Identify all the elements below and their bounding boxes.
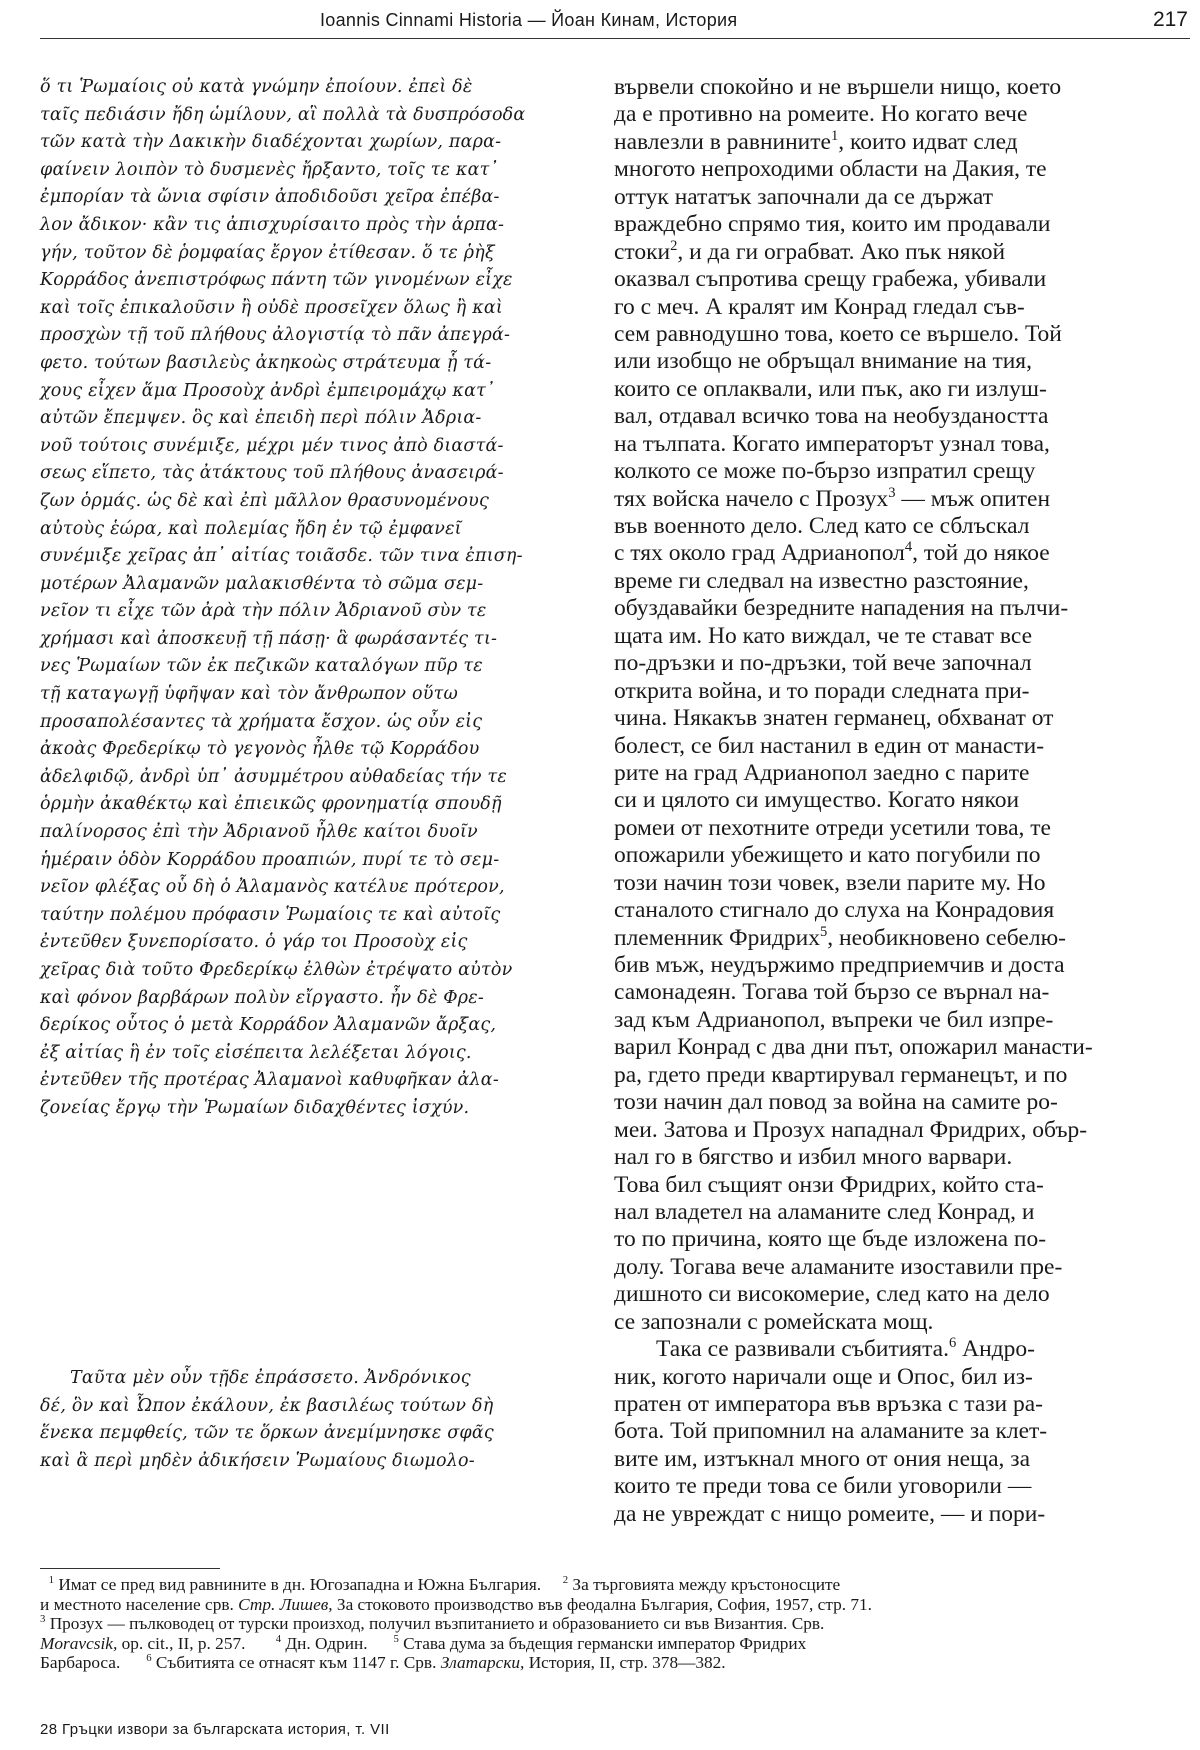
bulgarian-line-part: тях войска начело с Прозух [614, 485, 889, 512]
greek-line: φαίνειν λοιπὸν τὸ δυσμενὲς ἤρξαντο, τοῖς τε κατ᾿ [40, 159, 499, 180]
bulgarian-line: пратен от императора във връзка с тази ра- [614, 1391, 1043, 1417]
bulgarian-line-part: , които идват след [838, 128, 1018, 155]
bulgarian-line: многото непроходими области на Дакия, те [614, 156, 1047, 183]
bulgarian-line-part: навлезли в равнините [614, 128, 831, 155]
footnote-author: Стр. Лишев, [238, 1594, 333, 1614]
greek-line: φετο. τούτων βασιλεὺς ἀκηκοὼς στράτευμα ᾗ τά- [40, 352, 492, 373]
bulgarian-line: болест, се бил настанил в един от манасти- [614, 732, 1045, 759]
greek-line: νεῖον φλέξας οὗ δὴ ὁ Ἀλαμανὸς κατέλυε πρότερον, [40, 877, 505, 898]
footnote-number: 4 [275, 1633, 282, 1646]
footnote-text: Дн. Одрин. [285, 1633, 368, 1653]
bulgarian-line: долу. Тогава вече аламаните изоставили пре- [614, 1253, 1063, 1280]
footnote-text: Прозух — пълководец от турски произход, получил възпитанието и образованието си във Византия. Срв. [49, 1614, 825, 1634]
greek-line: αὐτοὺς ἑώρα, καὶ πολεμίας ἤδη ἐν τῷ ἐμφανεῖ [40, 518, 462, 539]
footnote-number: 5 [393, 1633, 399, 1646]
bulgarian-line: във военното дело. След като се сблъскал [614, 513, 1030, 539]
bulgarian-line: да не увреждат с нищо ромеите, — и пори- [614, 1500, 1046, 1527]
bulgarian-line-part: племенник Фридрих [614, 924, 820, 951]
footnote-number: 1 [48, 1574, 54, 1587]
footnote-text: За търговията между кръстоносците [572, 1575, 841, 1594]
bulgarian-line: рите на град Адрианопол заедно с парите [614, 759, 1030, 786]
running-title: Ioannis Cinnami Historia — Йоан Кинам, История [320, 10, 738, 30]
printer-signature: 28 Гръцки извори за българската история, т. VII [40, 1721, 390, 1738]
greek-line: ἐντεῦθεν ξυνεπορίσατο. ὁ γάρ τοι Προσοὺχ εἰς [40, 932, 468, 953]
bulgarian-line [614, 129, 1190, 156]
footnote-text: и местното население срв. [40, 1594, 234, 1614]
footnote-text: Имат се пред вид равнините в дн. Югозападна и Южна България. [58, 1575, 542, 1594]
footnote-author: Златарски, [440, 1653, 525, 1673]
bulgarian-line-part: с тях около град Адрианопол [614, 540, 905, 567]
bulgarian-line [614, 239, 1190, 266]
greek-line: ἀκοὰς Φρεδερίκῳ τὸ γεγονὸς ἦλθε τῷ Κορράδου [40, 739, 480, 760]
bulgarian-line: обуздавайки безредните нападения на пълчи- [614, 595, 1069, 622]
bulgarian-line-part: , необикновено себелю- [827, 924, 1066, 951]
greek-line: καὶ τοῖς ἐπικαλοῦσιν ἢ οὐδὲ προσεῖχεν ὅλως ἢ καὶ [40, 297, 503, 318]
bulgarian-line: да е противно на ромеите. Но когато вече [614, 101, 1028, 128]
footnote-marker: 2 [670, 237, 678, 254]
greek-line: ταῖς πεδιάσιν ἤδη ὡμίλουν, αἳ πολλὰ τὰ δυσπρόσοδα [40, 104, 526, 125]
bulgarian-line: време ги следвал на известно разстояние, [614, 567, 1029, 594]
footnote-number: 3 [40, 1613, 46, 1626]
bulgarian-line: или изобщо не обръщал внимание на тия, [614, 348, 1032, 375]
greek-line: δερίκος οὗτος ὁ μετὰ Κορράδον Ἀλαμανῶν ἄρξας, [40, 1015, 497, 1036]
bulgarian-line: зад към Адрианопол, въпреки че бил изпре- [614, 1006, 1054, 1033]
bulgarian-line: оттук нататък започнали да се държат [614, 183, 994, 210]
bulgarian-line: колкото се може по-бързо изпратил срещу [614, 458, 1036, 485]
greek-line: Ταῦτα μὲν οὖν τῇδε ἐπράσσετο. Ἀνδρόνικος [70, 1368, 471, 1388]
bulgarian-text-column [614, 74, 1190, 1528]
greek-line: καὶ ἃ περὶ μηδὲν ἀδικήσειν Ῥωμαίους διωμολο- [40, 1450, 475, 1471]
footnote-author: Moravcsik, [40, 1633, 118, 1653]
bulgarian-line: които те преди това се били уговорили — [614, 1473, 1032, 1500]
bulgarian-line [614, 486, 1190, 513]
footnote-line [40, 1595, 1190, 1615]
bulgarian-line-part: Така се развивали събитията. [656, 1336, 949, 1363]
page-number: 217 [1152, 8, 1188, 31]
bulgarian-line: ромеи от пехотните отреди усетили това, те [614, 814, 1051, 841]
bulgarian-line: по-дръзки и по-дръзки, той вече започнал [614, 650, 1032, 677]
bulgarian-line: опожарили убежището и като погубили по [614, 842, 1041, 869]
bulgarian-line: на тълпата. Когато императорът узнал това, [614, 430, 1050, 457]
footnote-line [40, 1614, 1190, 1634]
bulgarian-line: варил Конрад с два дни път, опожарил манасти- [614, 1034, 1093, 1061]
footnote-text: Става дума за бъдещия германски император Фридрих [403, 1633, 807, 1653]
bulgarian-line: си и цялото си имущество. Когато някои [614, 787, 1020, 814]
page-header [40, 6, 1190, 46]
greek-line: μοτέρων Ἀλαμανῶν μαλακισθέντα τὸ σῶμα σεμ- [40, 573, 484, 594]
bulgarian-line: щата им. Но като виждал, че те стават все [614, 622, 1032, 649]
bulgarian-line: нал го в бягство и избил много варвари. [614, 1144, 1013, 1171]
greek-line: ζονείας ἔργῳ τὴν Ῥωμαίων διδαχθέντες ἰσχύν. [40, 1097, 470, 1118]
footnote-marker: 1 [830, 128, 839, 145]
greek-second-paragraph [40, 1365, 580, 1475]
bulgarian-line: враждебно спрямо тия, които им продавали [614, 211, 1051, 238]
greek-line: δέ, ὃν καὶ Ὦπον ἐκάλουν, ἐκ βασιλέως τούτων δὴ [40, 1395, 494, 1416]
bulgarian-line: то по причина, която ще бъде изложена по- [614, 1226, 1047, 1253]
bulgarian-line [614, 1336, 1190, 1363]
bulgarian-line [614, 925, 1190, 952]
footnote-marker: 6 [948, 1335, 957, 1352]
greek-line: χεῖρας διὰ τοῦτο Φρεδερίκῳ ἐλθὼν ἐτρέψατο αὐτὸν [40, 960, 513, 980]
bulgarian-line: ра, гдето преди квартирувал германецът, и по [614, 1061, 1068, 1088]
bulgarian-line: се запознали с ромейската мощ. [614, 1308, 934, 1335]
footnote-rule [40, 1568, 220, 1569]
bulgarian-line: сем равнодушно това, което се вършело. Той [614, 320, 1062, 347]
footnotes [40, 1575, 1190, 1673]
greek-line: συνέμιξε χεῖρας ἀπ᾿ αἰτίας τοιᾶσδε. τῶν τινα ἐπιση- [40, 546, 523, 567]
footnote-line [40, 1653, 1190, 1673]
bulgarian-line-part: , той до някое [912, 540, 1050, 567]
bulgarian-line: Това бил същият онзи Фридрих, който ста- [614, 1171, 1044, 1198]
bulgarian-line: този начин дал повод за война на самите ро- [614, 1089, 1058, 1116]
bulgarian-line: го с меч. А кралят им Конрад гледал съв- [614, 293, 1025, 320]
bulgarian-line-part: , и да ги ограбват. Ако пък някой [677, 238, 1006, 265]
greek-line: καὶ φόνον βαρβάρων πολὺν εἴργαστο. ἦν δὲ Φρε- [40, 987, 484, 1008]
bulgarian-line: открита война, и то поради следната при- [614, 677, 1030, 704]
bulgarian-line: този начин този човек, взели парите му. Но [614, 869, 1046, 896]
bulgarian-line-part: стоки [614, 238, 671, 265]
greek-line: αὐτῶν ἔπεμψεν. ὃς καὶ ἐπειδὴ περὶ πόλιν Ἀδρια- [40, 408, 482, 429]
greek-line: προσαπολέσαντες τὰ χρήματα ἔσχον. ὡς οὖν εἰς [40, 711, 483, 732]
bulgarian-line: оказвал съпротива срещу грабежа, убивали [614, 266, 1047, 293]
footnote-text: Барбароса. [40, 1653, 121, 1673]
greek-line: ζων ὁρμάς. ὡς δὲ καὶ ἐπὶ μᾶλλον θρασυνομένους [40, 490, 489, 511]
greek-line: χους εἶχεν ἅμα Προσοὺχ ἀνδρὶ ἐμπειρομάχῳ κατ᾿ [40, 380, 495, 401]
bulgarian-line-part: — мъж опитен [895, 485, 1051, 512]
footnote-line [40, 1575, 1190, 1595]
greek-line: τῶν κατὰ τὴν Δακικὴν διαδέχονται χωρίων, παρα- [40, 132, 502, 153]
greek-line: παλίνορσος ἐπὶ τὴν Ἀδριανοῦ ἦλθε καίτοι δυοῖν [40, 822, 478, 843]
bulgarian-line: бив мъж, неудържимо предприемчив и доста [614, 952, 1065, 978]
greek-line: ἕνεκα πεμφθείς, τῶν τε ὅρκων ἀνεμίμνησκε σφᾶς [40, 1423, 494, 1444]
greek-line: νες Ῥωμαίων τῶν ἐκ πεζικῶν καταλόγων πῦρ τε [40, 656, 483, 677]
greek-line: ἐντεῦθεν τῆς προτέρας Ἀλαμανοὶ καθυφῆκαν ἀλα- [40, 1070, 499, 1091]
footnote-marker: 4 [904, 539, 913, 556]
greek-line: χρήμασι καὶ ἀποσκευῇ τῇ πάσῃ· ἃ φωράσαντές τι- [40, 628, 498, 649]
greek-line: ἡμέραιν ὁδὸν Κορράδου προαπιών, πυρί τε τὸ σεμ- [40, 849, 500, 870]
bulgarian-line: ник, когото наричали още и Опос, бил из- [614, 1363, 1033, 1390]
greek-text-column [40, 74, 580, 1123]
bulgarian-line: които се оплаквали, или пък, ако ги излуш- [614, 375, 1047, 402]
greek-line: σεως εἵπετο, τὰς ἀτάκτους τοῦ πλήθους ἀνασειρά- [40, 463, 504, 484]
greek-line: ἐξ αἰτίας ἣ ἐν τοῖς εἰσέπειτα λελέξεται λόγοις. [40, 1042, 472, 1063]
footnote-number: 2 [562, 1574, 569, 1587]
bulgarian-line: станалото стигнало до слуха на Конрадовия [614, 897, 1055, 924]
greek-line: ἀδελφιδῷ, ἀνδρὶ ὑπ᾿ ἀσυμμέτρου αὐθαδείας τήν τε [40, 766, 507, 787]
greek-line: ἐμπορίαν τὰ ὤνια σφίσιν ἀποδιδοῦσι χεῖρα ἐπέβα- [40, 187, 500, 208]
footnote-number: 6 [146, 1652, 152, 1665]
footnote-text: История, II, стр. 378—382. [528, 1653, 726, 1673]
greek-line: προσχὼν τῇ τοῦ πλήθους ἀλογιστίᾳ τὸ πᾶν ἀπεγρά- [40, 325, 511, 346]
greek-line: ὅ τι Ῥωμαίοις οὐ κατὰ γνώμην ἐποίουν. ἐπεὶ δὲ [40, 77, 473, 97]
header-rule [40, 38, 1190, 39]
greek-line: λον ἄδικον· κἂν τις ἀπισχυρίσαιτο πρὸς τὴν ἁρπα- [40, 214, 505, 235]
footnote-text: op. cit., II, p. 257. [121, 1633, 246, 1653]
greek-line: νοῦ τούτοις συνέμιξε, μέχρι μέν τινος ἀπὸ διαστά- [40, 435, 504, 456]
footnote-marker: 3 [888, 484, 896, 501]
footnote-marker: 5 [819, 923, 828, 940]
footnote-text: За стоковото производство във феодална България, София, 1957, стр. 71. [336, 1594, 872, 1614]
bulgarian-line: чина. Някакъв знатен германец, обхванат от [614, 705, 1054, 732]
bulgarian-line: дишното си високомерие, след като на дело [614, 1281, 1050, 1308]
bulgarian-line: вървели спокойно и не вършели нищо, което [614, 74, 1062, 100]
bulgarian-line: меи. Затова и Прозух нападнал Фридрих, обър- [614, 1116, 1088, 1143]
footnote-line [40, 1634, 1190, 1654]
bulgarian-line: бота. Той припомнил на аламаните за клет- [614, 1418, 1048, 1445]
bulgarian-line: вите им, изтъкнал много от ония неща, за [614, 1445, 1031, 1472]
greek-line: Κορράδος ἀνεπιστρόφως πάντη τῶν γινομένων εἶχε [40, 270, 513, 291]
greek-line: νεῖον τι εἶχε τῶν ἀρὰ τὴν πόλιν Ἀδριανοῦ σὺν τε [40, 601, 487, 622]
greek-line: ὁρμὴν ἀκαθέκτῳ καὶ ἐπιεικῶς φρονηματίᾳ σπουδῇ [40, 794, 502, 815]
footnote-text: Събитията се отнасят към 1147 г. Срв. [155, 1653, 437, 1673]
bulgarian-line: самонадеян. Тогава той бързо се върнал на- [614, 979, 1050, 1006]
bulgarian-line: нал владетел на аламаните след Конрад, и [614, 1198, 1035, 1225]
bulgarian-line [614, 540, 1190, 567]
greek-line: γήν, τοῦτον δὲ ῥομφαίας ἔργον ἐτίθεσαν. ὅ τε ῥὴξ [40, 242, 495, 263]
bulgarian-line-part: Андро- [956, 1336, 1035, 1363]
bulgarian-line: вал, отдавал всичко това на необуздаността [614, 403, 1049, 430]
greek-line: τῇ καταγωγῇ ὑφῆψαν καὶ τὸν ἄνθρωπον οὕτω [40, 684, 458, 705]
greek-line: ταύτην πολέμου πρόφασιν Ῥωμαίοις τε καὶ αὐτοῖς [40, 904, 501, 925]
